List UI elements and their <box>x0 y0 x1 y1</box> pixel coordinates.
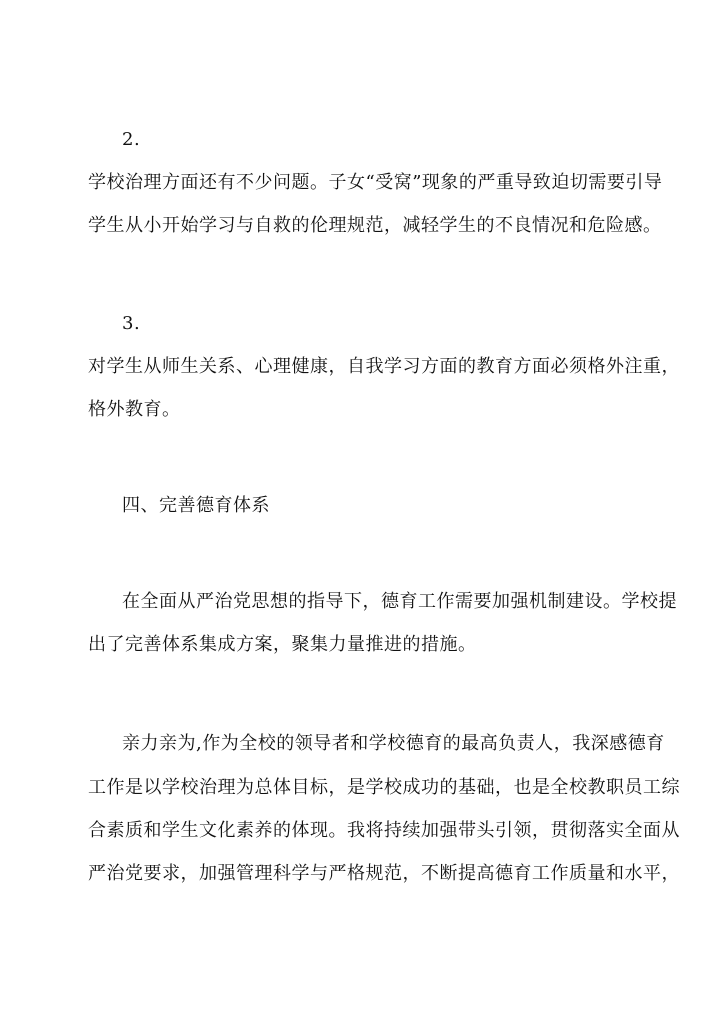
paragraph-2-line-4: 严治党要求，加强管理科学与严格规范，不断提高德育工作质量和水平， <box>88 863 680 884</box>
paragraph-1-line-2: 出了完善体系集成方案，聚集力量推进的措施。 <box>88 634 477 655</box>
item-2-number: 2. <box>122 129 141 150</box>
section-4-heading: 四、完善德育体系 <box>122 495 270 516</box>
paragraph-2-line-1: 亲力亲为,作为全校的领导者和学校德育的最高负责人，我深感德育 <box>122 733 665 754</box>
paragraph-2-line-3: 合素质和学生文化素养的体现。我将持续加强带头引领，贯彻落实全面从 <box>88 820 680 841</box>
item-3-number: 3. <box>122 313 141 334</box>
item-2-line-2: 学生从小开始学习与自救的伦理规范，减轻学生的不良情况和危险感。 <box>88 215 662 236</box>
item-3-line-2: 格外教育。 <box>88 399 181 420</box>
item-3-line-1: 对学生从师生关系、心理健康，自我学习方面的教育方面必须格外注重， <box>88 356 680 377</box>
paragraph-1-line-1: 在全面从严治党思想的指导下，德育工作需要加强机制建设。学校提 <box>122 591 677 612</box>
paragraph-2-line-2: 工作是以学校治理为总体目标，是学校成功的基础，也是全校教职员工综 <box>88 777 680 798</box>
item-2-line-1: 学校治理方面还有不少问题。子女“受窝”现象的严重导致迫切需要引导 <box>88 172 663 193</box>
